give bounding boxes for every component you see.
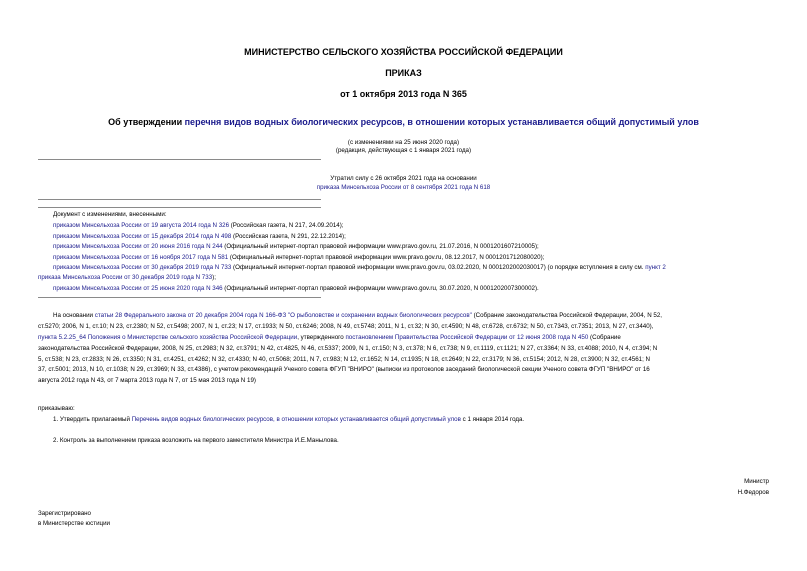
basis-text: (Собрание [588, 334, 621, 341]
amendment-note: (Официальный интернет-портал правовой информации www.pravo.gov.ru, 21.07.2016, N 0001201607210005); [222, 243, 539, 250]
date-number-heading: от 1 октября 2013 года N 365 [340, 89, 467, 99]
order-point-1 [53, 416, 524, 424]
signature-name: Н.Федоров [737, 489, 769, 496]
amendment-item [53, 243, 539, 251]
lost-force-link[interactable]: приказа Минсельхоза России от 8 сентября 2021 года N 618 [316, 184, 491, 191]
amendment-link[interactable]: приказом Минсельхоза России от 25 июня 2020 года N 346 [53, 285, 223, 292]
basis-law-link[interactable]: статьи 28 Федерального закона от 20 декабря 2004 года N 166-ФЗ "О рыболовстве и сохранении водных биологических ресурсов" [94, 312, 472, 319]
amendment-note: (Официальный интернет-портал правовой информации www.pravo.gov.ru, 08.12.2017, N 0001201712080020); [228, 254, 545, 261]
basis-line: августа 2012 года N 43, от 7 марта 2013 года N 7, от 15 мая 2013 года N 19) [38, 377, 256, 384]
amendments-intro: Документ с изменениями, внесенными: [53, 211, 167, 218]
order-text: с 1 января 2014 года. [460, 416, 525, 423]
divider [38, 297, 321, 298]
basis-line [38, 334, 621, 342]
amendment-link[interactable]: приказом Минсельхоза России от 16 ноября 2017 года N 581 [53, 254, 229, 261]
basis-text: На основании [53, 312, 95, 319]
amendment-item [53, 264, 666, 272]
divider [38, 207, 321, 208]
amendment-link[interactable]: приказом Минсельхоза России от 20 июня 2016 года N 244 [53, 243, 223, 250]
basis-regulation-link[interactable]: пункта 5.2.25_64 Положения о Министерстве сельского хозяйства Российской Федерации [38, 334, 298, 341]
title-link[interactable]: перечня видов водных биологических ресурсов, в отношении которых устанавливается общий допустимый улов [184, 117, 699, 127]
amendment-link[interactable]: приказом Минсельхоза России от 30 декабря 2019 года N 733 [53, 264, 232, 271]
amendment-note: (Российская газета, N 217, 24.09.2014); [229, 222, 344, 229]
basis-resolution-link[interactable]: постановлением Правительства Российской Федерации от 12 июня 2008 года N 450 [345, 334, 589, 341]
basis-line: ст.5270; 2006, N 1, ст.10; N 23, ст.2380; N 52, ст.5498; 2007, N 1, ст.23; N 17, ст.1933; N 50, ст.6246; 2008, N 49, ст.5748; 2011, N 1, ст.32; N 30, ст.4590; N 48, ст.6728, ст.6732; N 50, ст.7343, ст.7351; 2013, N 27, ст.3440), [38, 323, 654, 330]
registration-line: в Министерстве юстиции [38, 520, 111, 527]
amendment-link[interactable]: приказом Минсельхоза России от 15 декабря 2014 года N 498 [53, 233, 232, 240]
edition-current: (редакция, действующая с 1 января 2021 года) [335, 147, 472, 154]
document-title [0, 117, 807, 127]
basis-text: (Собрание законодательства Российской Федерации, 2004, N 52, [471, 312, 662, 319]
amendment-point-link[interactable]: пункт 2 [645, 264, 666, 271]
registration-line: Зарегистрировано [38, 510, 91, 517]
order-list-link[interactable]: Перечень видов водных биологических ресурсов, в отношении которых устанавливается общий допустимый улов [131, 416, 461, 423]
divider [38, 159, 321, 160]
edition-changes: (с изменениями на 25 июня 2020 года) [347, 139, 460, 146]
basis-line: 5, ст.538; N 23, ст.2833; N 26, ст.3350; N 31, ст.4251, ст.4262; N 32, ст.4330; N 40, ст.5068; 2011, N 7, ст.983; N 12, ст.1652; N 14, ст.1935; N 18, ст.2649; N 22, ст.3179; N 36, ст.5154; 2012, N 28, ст.3900; N 32, ст.4561; N [38, 356, 651, 363]
basis-line: законодательства Российской Федерации, 2008, N 25, ст.2983; N 32, ст.3791; N 42, ст.4825, N 46, ст.5337; 2009, N 1, ст.150; N 3, ст.378; N 6, ст.738; N 9, ст.1119, ст.1121; N 27, ст.3364; N 33, ст.4088; 2010, N 4, ст.394; N [38, 345, 658, 352]
amendment-item [53, 233, 346, 241]
title-prefix: Об утверждении [108, 117, 185, 127]
amendment-item-continued [38, 274, 216, 282]
amendment-note: (Официальный интернет-портал правовой информации www.pravo.gov.ru, 30.07.2020, N 0001202007300002). [222, 285, 539, 292]
divider [38, 199, 321, 200]
basis-text: , утвержденного [297, 334, 346, 341]
basis-line [53, 312, 662, 320]
order-text: 1. Утвердить прилагаемый [53, 416, 132, 423]
amendment-item [53, 254, 544, 262]
amendment-note: (Официальный интернет-портал правовой информации www.pravo.gov.ru, 03.02.2020, N 0001202002030017) (о порядке вступления в силу см. [231, 264, 646, 271]
order-point-2: 2. Контроль за выполнением приказа возложить на первого заместителя Министра И.Е.Манылова. [53, 437, 339, 444]
doc-type-heading: ПРИКАЗ [385, 68, 422, 78]
amendment-item [53, 222, 344, 230]
ministry-heading: МИНИСТЕРСТВО СЕЛЬСКОГО ХОЗЯЙСТВА РОССИЙСКОЙ ФЕДЕРАЦИИ [244, 47, 563, 57]
amendment-item [53, 285, 539, 293]
amendment-note: ); [212, 274, 216, 281]
basis-line: 37, ст.5001; 2013, N 10, ст.1038; N 29, ст.3969; N 33, ст.4386), с учетом рекомендаций Ученого совета ФГУП "ВНИРО" (выписки из протоколов заседаний биологической секции Ученого совета ФГУП "ВНИРО" от 16 [38, 366, 650, 373]
amendment-note: (Российская газета, N 291, 22.12.2014); [231, 233, 346, 240]
amendment-link[interactable]: приказом Минсельхоза России от 19 августа 2014 года N 326 [53, 222, 230, 229]
order-intro: приказываю: [38, 405, 75, 412]
signature-position: Министр [744, 478, 769, 485]
lost-force-text: Утратил силу с 26 октября 2021 года на основании [330, 175, 477, 182]
amendment-order-link[interactable]: приказа Минсельхоза России от 30 декабря 2019 года N 733 [38, 274, 213, 281]
